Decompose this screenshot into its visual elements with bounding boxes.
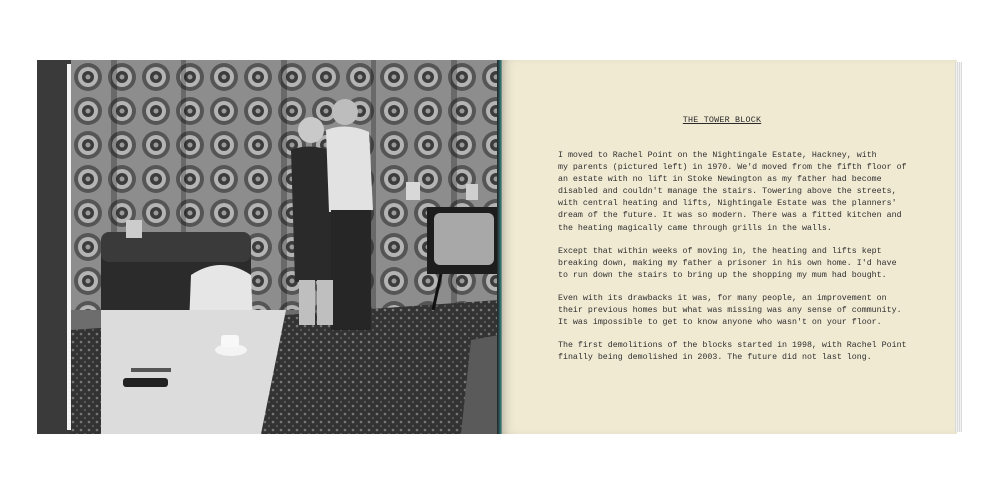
couple-figures (291, 99, 373, 330)
paragraph: Except that within weeks of moving in, the heating and lifts kept breaking down, making my father a prisoner in his own home. I'd have to run down the stairs to bring up the shopping my mum had bought. (558, 246, 897, 280)
black-and-white-photograph (71, 60, 499, 434)
page-stack-edge (955, 62, 962, 432)
right-page (502, 60, 957, 434)
photo-illustration (71, 60, 499, 434)
left-page (37, 60, 499, 434)
page-title: THE TOWER BLOCK (682, 115, 762, 125)
body-text (558, 150, 918, 375)
paragraph: The first demolitions of the blocks started in 1998, with Rachel Point finally being demolished in 2003. The future did not last long. (558, 341, 907, 363)
paragraph: I moved to Rachel Point on the Nightingale Estate, Hackney, with my parents (pictured left) in 1970. We'd moved from the fifth floor of an estate with no lift in Stoke Newington as my father had become disabled and couldn't manage the stairs. Towering above the streets, with central heating and lifts, Nightingale Estate was the planners' dream of the future. It was so modern. There was a fitted kitchen and the heating magically came through grills in the walls. (558, 151, 907, 233)
table (101, 310, 286, 434)
open-book (37, 60, 962, 434)
paragraph: Even with its drawbacks it was, for many people, an improvement on their previous homes but what was missing was any sense of community. It was impossible to get to know anyone who wasn't on your floor. (558, 293, 902, 328)
